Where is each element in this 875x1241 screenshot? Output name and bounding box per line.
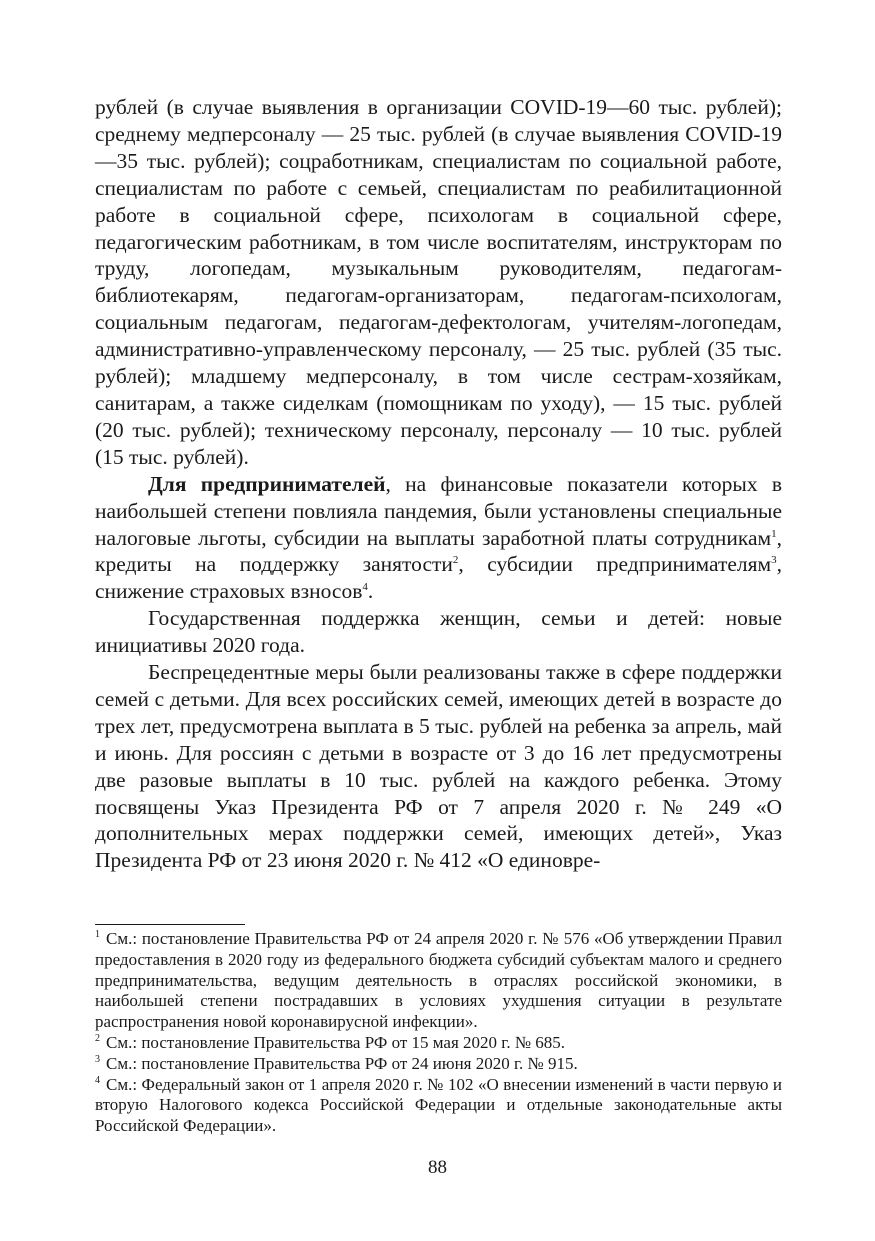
footnote-2 [95, 1033, 782, 1054]
footnote-3 [95, 1054, 782, 1075]
paragraph-4: Беспрецедентные меры были реализованы также в сфере поддержки семей с детьми. Для всех российских семей, имеющих детей в возрасте до трех лет, предусмотрена выплата в 5 тыс. рублей на ребенка за апрель, май и июнь. Для россиян с детьми в возрасте от 3 до 16 лет предусмотрены две разовые выплаты в 10 тыс. рублей на каждого ребенка. Этому посвящены Указ Президента РФ от 7 апреля 2020 г. № 249 «О дополнительных мерах поддержки семей, имеющих детей», Указ Президента РФ от 23 июня 2020 г. № 412 «О единовре- [95, 660, 782, 873]
paragraph-2 [95, 471, 782, 606]
footnote-text: См.: постановление Правительства РФ от 24 июня 2020 г. № 915. [106, 1053, 578, 1073]
footnote-4 [95, 1075, 782, 1137]
paragraph-2-part-e: . [367, 579, 374, 604]
footnote-ref-1[interactable]: 1 [771, 527, 777, 540]
paragraph-2-bold: Для предпринимателей [148, 471, 386, 496]
footnote-ref-3[interactable]: 3 [771, 554, 777, 567]
footnote-mark: 3 [95, 1054, 100, 1066]
paragraph-2-part-c: , субсидии предпринимателям [458, 552, 772, 577]
footnote-ref-4[interactable]: 4 [362, 581, 368, 594]
footnote-divider [95, 924, 245, 925]
footnote-mark: 1 [95, 929, 100, 941]
footnote-text: См.: постановление Правительства РФ от 24 апреля 2020 г. № 576 «Об утверждении Правил предоставления в 2020 году из федерального бюджета субсидий субъектам малого и среднего предпринимательства, ведущим деятельность в отраслях российской экономики, в наибольшей степени пострадавших в условиях ухудшения ситуации в результате распространения новой коронавирусной инфекции». [95, 929, 782, 1032]
paragraph-2-part-d: , снижение страховых взносов [95, 552, 782, 604]
footnote-ref-2[interactable]: 2 [452, 554, 459, 567]
paragraph-1: рублей (в случае выявления в организации COVID-19—60 тыс. рублей); среднему медперсоналу — 25 тыс. рублей (в случае выявления COVID-19—35 тыс. рублей); соцработникам, специалистам по социальной работе, специалистам по работе с семьей, специалистам по реабилитационной работе в социальной сфере, психологам в социальной сфере, педагогическим работникам, в том числе воспитателям, инструкторам по труду, логопедам, музыкальным руководителям, педагогам-библиотекарям, педагогам-организаторам, педагогам-психологам, социальным педагогам, педагогам-дефектологам, учителям-логопедам, административно-управленческому персоналу, — 25 тыс. рублей (35 тыс. рублей); младшему медперсоналу, в том числе сестрам-хозяйкам, санитарам, а также сиделкам (помощникам по уходу), — 15 тыс. рублей (20 тыс. рублей); техническому персоналу, персоналу — 10 тыс. рублей (15 тыс. рублей). [95, 95, 782, 469]
footnote-1 [95, 929, 782, 1033]
footnote-mark: 4 [95, 1074, 100, 1086]
paragraph-2-part-b: , кредиты на поддержку занятости [95, 525, 782, 577]
footnote-text: См.: Федеральный закон от 1 апреля 2020 г. № 102 «О внесении изменений в части первую и вторую Налогового кодекса Российской Федерации и отдельные законодательные акты Российской Федерации». [95, 1074, 782, 1136]
paragraph-2-part-a: , на финансовые показатели которых в наибольшей степени повлияла пандемия, были установлены специальные налоговые льготы, субсидии на выплаты заработной платы сотрудникам [95, 471, 783, 550]
page-number: 88 [428, 1157, 447, 1178]
footnotes [95, 924, 782, 1137]
paragraph-3: Государственная поддержка женщин, семьи и детей: новые инициативы 2020 года. [95, 606, 782, 658]
main-text [95, 94, 782, 874]
footnote-text: См.: постановление Правительства РФ от 15 мая 2020 г. № 685. [106, 1032, 566, 1052]
footnote-mark: 2 [95, 1033, 100, 1045]
